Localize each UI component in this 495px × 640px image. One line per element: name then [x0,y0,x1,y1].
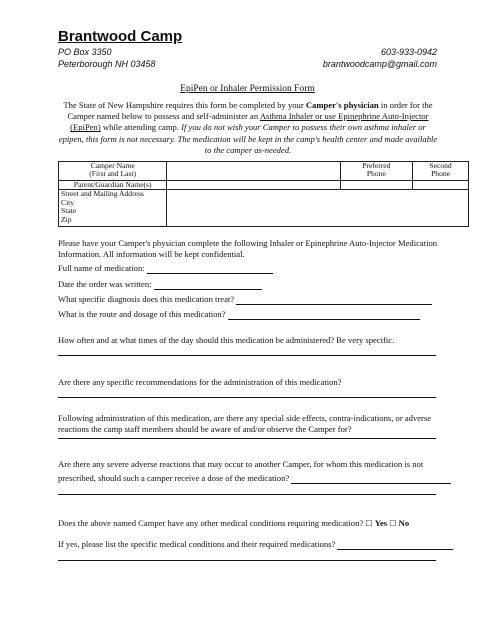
route-dosage-blank[interactable] [228,310,420,320]
other-conditions-question [58,518,409,529]
list-conditions-answer-line[interactable] [58,560,436,561]
other-conditions-label: Does the above named Camper have any other medical conditions requiring medication? [58,518,364,528]
date-written-label: Date the order was written: [58,279,152,289]
address-line-1: PO Box 3350 [58,47,112,57]
frequency-answer-line[interactable] [58,355,436,356]
intro-underlined: Asthma Inhaler or use Epinephrine Auto-Injector (EpiPen) [70,111,429,133]
camper-info-table [58,161,469,227]
adverse-answer-blank[interactable] [291,474,451,484]
physician-note: Please have your Camper's physician complete the following Inhaler or Epinephrine Auto-Injector Medication Information. All information will be kept confidential. [58,238,438,259]
camp-email: brantwoodcamp@gmail.com [322,59,437,69]
form-title: EpiPen or Inhaler Permission Form [180,84,315,94]
parent-name-field[interactable] [167,181,340,190]
preferred-phone-label: Preferred Phone [340,162,413,181]
intro-bold: Camper's physician [305,100,379,110]
intro-text-3: while attending camp. [100,122,182,133]
recommendations-answer-line[interactable] [58,397,436,398]
parent-name-label: Parent/Guardian Name(s) [59,181,167,190]
no-label: No [398,518,410,528]
medication-name-label: Full name of medication: [58,263,145,273]
diagnosis-label: What specific diagnosis does this medication treat? [58,294,235,304]
yes-checkbox-icon[interactable]: ☐ [365,519,373,528]
intro-text-1: The State of New Hampshire requires this form be completed by your [63,100,306,110]
yes-label: Yes [374,518,388,528]
second-phone-field[interactable] [413,181,469,190]
adverse-question-line-1: Are there any severe adverse reactions that may occur to another Camper, for whom this medication is not [58,459,424,469]
intro-text-2: in order for the Camper named below to possess and self-administer an [67,100,433,122]
side-effects-answer-line[interactable] [58,438,436,439]
date-written-question [58,279,262,290]
intro-paragraph [58,100,438,156]
camp-name: Brantwood Camp [58,28,183,45]
medication-name-blank[interactable] [147,264,273,274]
route-dosage-label: What is the route and dosage of this medication? [58,309,226,319]
preferred-phone-field[interactable] [340,181,413,190]
camp-address [58,46,156,70]
medication-name-question [58,263,273,274]
side-effects-question: Following administration of this medication, are there any special side effects, contra-indications, or adverse reactions the camp staff members should be aware of and/or observe the Camper for? [58,413,432,434]
list-conditions-label: If yes, please list the specific medical conditions and their required medications? [58,539,336,549]
camper-name-field[interactable] [167,162,340,181]
address-label: Street and Mailing Address City State Zip [59,190,167,227]
diagnosis-blank[interactable] [236,295,432,305]
frequency-question: How often and at what times of the day should this medication be administered? Be very specific. [58,335,395,345]
camp-phone: 603-933-0942 [380,47,437,57]
address-field[interactable] [167,190,469,227]
recommendations-question: Are there any specific recommendations for the administration of this medication? [58,377,342,387]
intro-italic: If you do not wish your Camper to possess their own asthma inhaler or epipen, this form is not necessary. The medication will be kept in the camp's health center and made available to the camper as-needed. [58,122,438,155]
camper-name-label: Camper Name (First and Last) [59,162,167,181]
second-phone-label: Second Phone [413,162,469,181]
no-checkbox-icon[interactable]: ☐ [389,519,397,528]
address-line-2: Peterborough NH 03458 [58,59,156,69]
adverse-answer-line[interactable] [58,494,436,495]
diagnosis-question [58,294,432,305]
camp-contact [323,46,437,70]
adverse-question-label: prescribed, should such a camper receive a dose of the medication? [58,473,290,483]
list-conditions-blank[interactable] [337,540,453,550]
adverse-question-line-2 [58,473,451,484]
date-written-blank[interactable] [154,280,262,290]
list-conditions-question [58,539,453,550]
route-dosage-question [58,309,420,320]
